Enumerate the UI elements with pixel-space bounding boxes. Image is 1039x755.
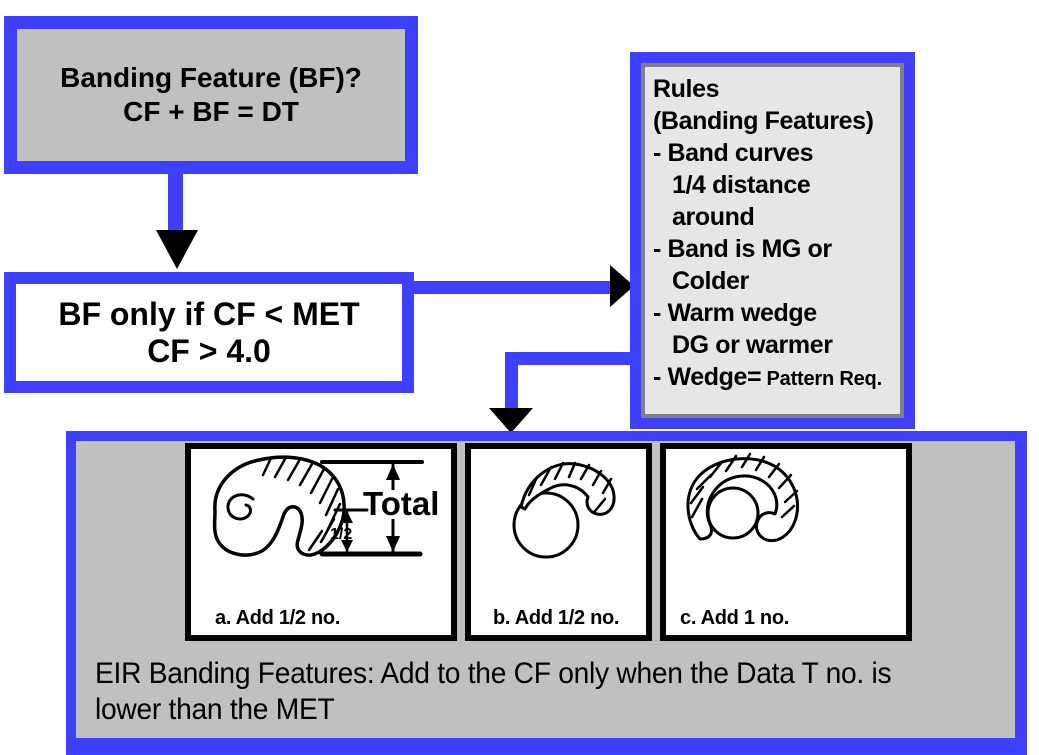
half-label: 1/2 bbox=[330, 526, 353, 543]
rules-item-cont: 1/4 distance bbox=[672, 171, 811, 199]
rules-pattern-req: Pattern Req. bbox=[761, 368, 882, 390]
box1-line1: Banding Feature (BF)? bbox=[60, 62, 362, 93]
rules-box bbox=[630, 52, 915, 429]
rules-item-cont: DG or warmer bbox=[672, 331, 833, 359]
connector-elbow-vertical bbox=[505, 352, 518, 410]
arrow-up-icon bbox=[386, 464, 400, 480]
panel-c-label: c. Add 1 no. bbox=[680, 607, 789, 629]
rules-item: - Band curves bbox=[653, 139, 814, 167]
example-panel-b bbox=[465, 443, 652, 641]
banding-examples-box bbox=[66, 431, 1027, 755]
example-panel-c bbox=[660, 443, 912, 641]
rules-item: - Band is MG or bbox=[653, 235, 832, 263]
banding-feature-question-inner bbox=[17, 29, 405, 161]
rules-item-wedge bbox=[653, 361, 896, 395]
rules-subtitle: (Banding Features) bbox=[653, 107, 874, 135]
caption-line1: EIR Banding Features: Add to the CF only when the Data T no. is bbox=[95, 657, 892, 690]
storm-center-outline bbox=[708, 488, 758, 538]
box2-line2: CF > 4.0 bbox=[147, 332, 271, 369]
caption-line2: lower than the MET bbox=[95, 693, 335, 726]
box2-line1: BF only if CF < MET bbox=[58, 295, 360, 332]
band-outline bbox=[215, 457, 344, 555]
panel-b-label: b. Add 1/2 no. bbox=[493, 607, 620, 629]
box1-line2: CF + BF = DT bbox=[123, 96, 299, 127]
rules-item-cont: Colder bbox=[672, 267, 749, 295]
arrow-down-icon bbox=[489, 408, 533, 433]
rules-wedge-text: - Wedge= bbox=[653, 363, 762, 391]
panel-a-label: a. Add 1/2 no. bbox=[215, 607, 341, 629]
example-panel-a bbox=[185, 443, 457, 641]
rules-item: - Warm wedge bbox=[653, 299, 817, 327]
rules-item-cont: around bbox=[672, 203, 755, 231]
total-label: Total bbox=[363, 485, 440, 522]
rules-title: Rules bbox=[653, 75, 720, 103]
arrow-down-icon bbox=[156, 230, 198, 269]
bf-condition-box bbox=[4, 272, 414, 393]
connector-down-shaft bbox=[168, 172, 183, 232]
rules-box-inner bbox=[641, 63, 904, 418]
banding-feature-question-box bbox=[4, 16, 418, 174]
arrow-down-icon bbox=[386, 536, 400, 552]
connector-elbow-horizontal bbox=[505, 352, 633, 365]
connector-right-shaft bbox=[412, 281, 612, 294]
caption bbox=[95, 656, 891, 728]
